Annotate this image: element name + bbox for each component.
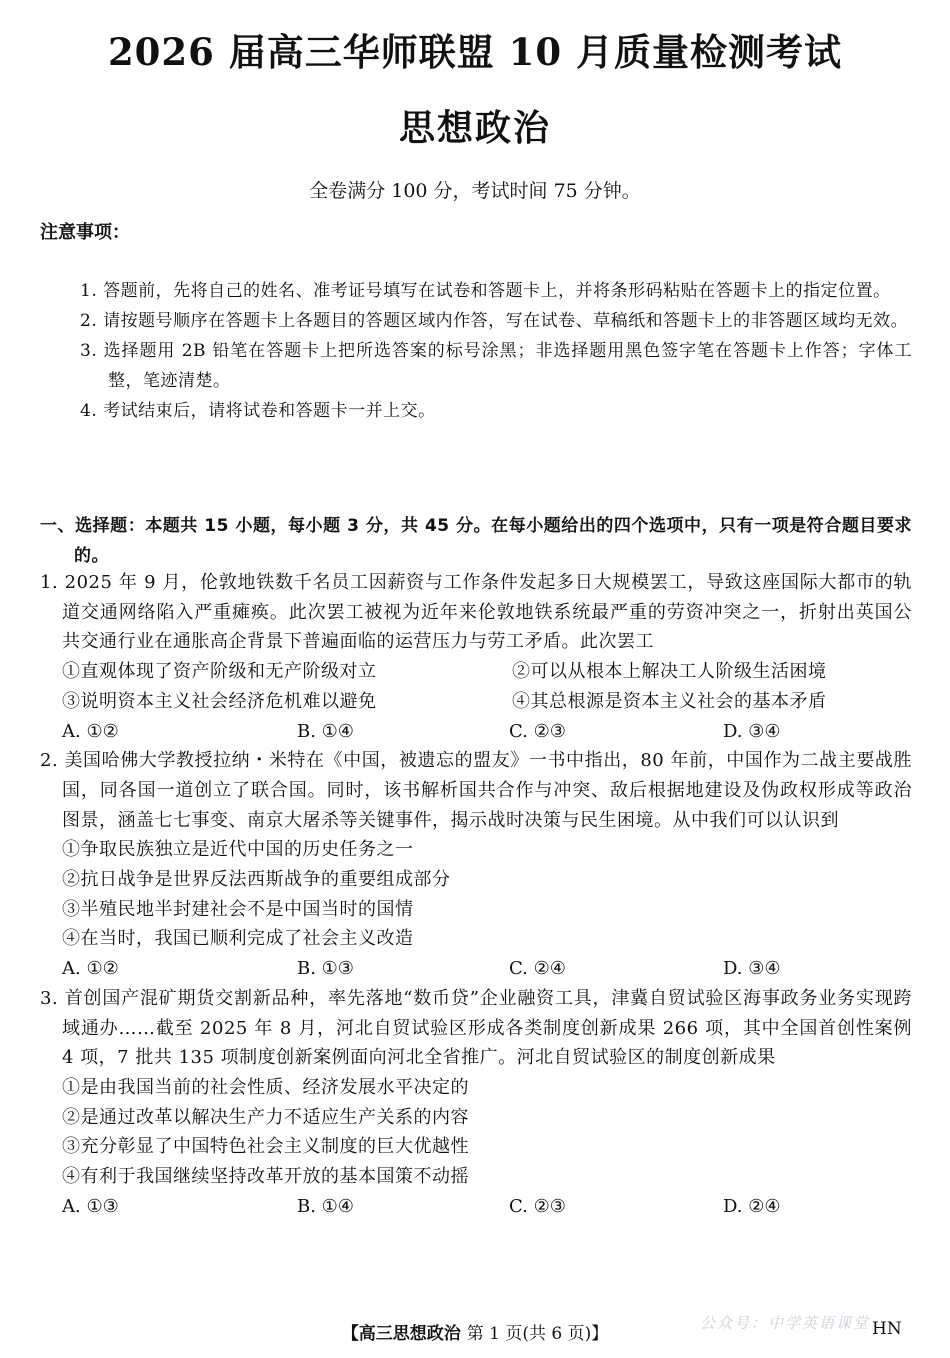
exam-info: 全卷满分 100 分，考试时间 75 分钟。	[309, 180, 641, 202]
statement-item: ①争取民族独立是近代中国的历史任务之一	[62, 839, 414, 861]
statement-item: ③说明资本主义社会经济危机难以避免	[62, 690, 377, 712]
statement-item: ①直观体现了资产阶级和无产阶级对立	[62, 661, 377, 683]
statement-item: ②是通过改革以解决生产力不适应生产关系的内容	[62, 1106, 469, 1128]
statement-item: ③半殖民地半封建社会不是中国当时的国情	[62, 898, 414, 920]
question-stem: 2. 美国哈佛大学教授拉纳・米特在《中国，被遗忘的盟友》一书中指出，80 年前，中国作为二战主要战胜国，同各国一道创立了联合国。同时，该书解析国共合作与冲突、敌后根据地建设及伪政权形成等政治图景，涵盖七七事变、南京大屠杀等关键事件，揭示战时决策与民生困境。从中我们可以认识到	[40, 750, 912, 831]
note-item-3: 3. 选择题用 2B 铅笔在答题卡上把所选答案的标号涂黑；非选择题用黑色签字笔在答题卡上作答；字体工整，笔迹清楚。	[80, 341, 912, 391]
statement-item: ②可以从根本上解决工人阶级生活困境	[512, 661, 827, 683]
answer-options	[40, 954, 912, 984]
answer-option-a: A. ①③	[62, 1195, 119, 1217]
question-2	[40, 746, 912, 984]
answer-option-c: C. ②③	[509, 1195, 566, 1217]
answer-option-a: A. ①②	[62, 958, 119, 980]
statement-item: ④有利于我国继续坚持改革开放的基本国策不动摇	[62, 1166, 469, 1188]
answer-option-d: D. ②④	[723, 1195, 781, 1217]
question-stem: 1. 2025 年 9 月，伦敦地铁数千名员工因薪资与工作条件发起多日大规模罢工，导致这座国际大都市的轨道交通网络陷入严重瘫痪。此次罢工被视为近年来伦敦地铁系统最严重的劳资冲突之一，折射出英国公共交通行业在通胀高企背景下普遍面临的运营压力与劳工矛盾。此次罢工	[40, 572, 912, 653]
answer-option-b: B. ①④	[297, 720, 354, 742]
answer-option-a: A. ①②	[62, 720, 119, 742]
question-stem: 3. 首创国产混矿期货交割新品种，率先落地“数币贷”企业融资工具，津冀自贸试验区海事政务业务实现跨域通办……截至 2025 年 8 月，河北自贸试验区形成各类制度创新成果 266 项，其中全国首创性案例 4 项，7 批共 135 项制度创新案例面向河北全省推广。河北自贸试验区的制度创新成果	[40, 987, 912, 1069]
answer-options	[40, 717, 912, 747]
statement-item: ④在当时，我国已顺利完成了社会主义改造	[62, 928, 414, 950]
answer-option-b: B. ①④	[297, 1195, 354, 1217]
watermark: 公众号：中学英语课堂	[700, 1314, 871, 1332]
answer-options	[40, 1192, 912, 1222]
statement-list	[40, 1073, 912, 1192]
note-item-4: 4. 考试结束后，请将试卷和答题卡一并上交。	[80, 401, 436, 421]
answer-option-b: B. ①③	[297, 958, 354, 980]
answer-option-d: D. ③④	[723, 958, 781, 980]
section-heading: 一、选择题：本题共 15 小题，每小题 3 分，共 45 分。在每小题给出的四个选项中，只有一项是符合题目要求的。	[40, 516, 912, 566]
exam-title: 2026 届高三华师联盟 10 月质量检测考试	[107, 30, 843, 74]
footer-page-number: 第 1 页(共 6 页)】	[466, 1324, 609, 1344]
note-item-2: 2. 请按题号顺序在答题卡上各题目的答题区域内作答，写在试卷、草稿纸和答题卡上的非答题区域均无效。	[80, 311, 909, 331]
answer-option-c: C. ②③	[509, 720, 566, 742]
answer-option-c: C. ②④	[509, 958, 566, 980]
question-3	[40, 984, 912, 1222]
statement-item: ②抗日战争是世界反法西斯战争的重要组成部分	[62, 869, 451, 891]
note-item-1: 1. 答题前，先将自己的姓名、准考证号填写在试卷和答题卡上，并将条形码粘贴在答题卡上的指定位置。	[80, 281, 891, 301]
notes-list	[80, 276, 912, 426]
statement-item: ③充分彰显了中国特色社会主义制度的巨大优越性	[62, 1136, 469, 1158]
statement-list	[40, 835, 912, 954]
question-list	[40, 568, 912, 1221]
footer-label: 【高三思想政治	[341, 1324, 461, 1344]
region-code: HN	[872, 1319, 902, 1339]
statement-item: ④其总根源是资本主义社会的基本矛盾	[512, 690, 827, 712]
question-1	[40, 568, 912, 746]
notes-heading: 注意事项：	[40, 222, 130, 243]
answer-option-d: D. ③④	[723, 720, 781, 742]
statement-list	[40, 657, 912, 716]
subject-title: 思想政治	[398, 107, 551, 149]
statement-item: ①是由我国当前的社会性质、经济发展水平决定的	[62, 1076, 469, 1098]
